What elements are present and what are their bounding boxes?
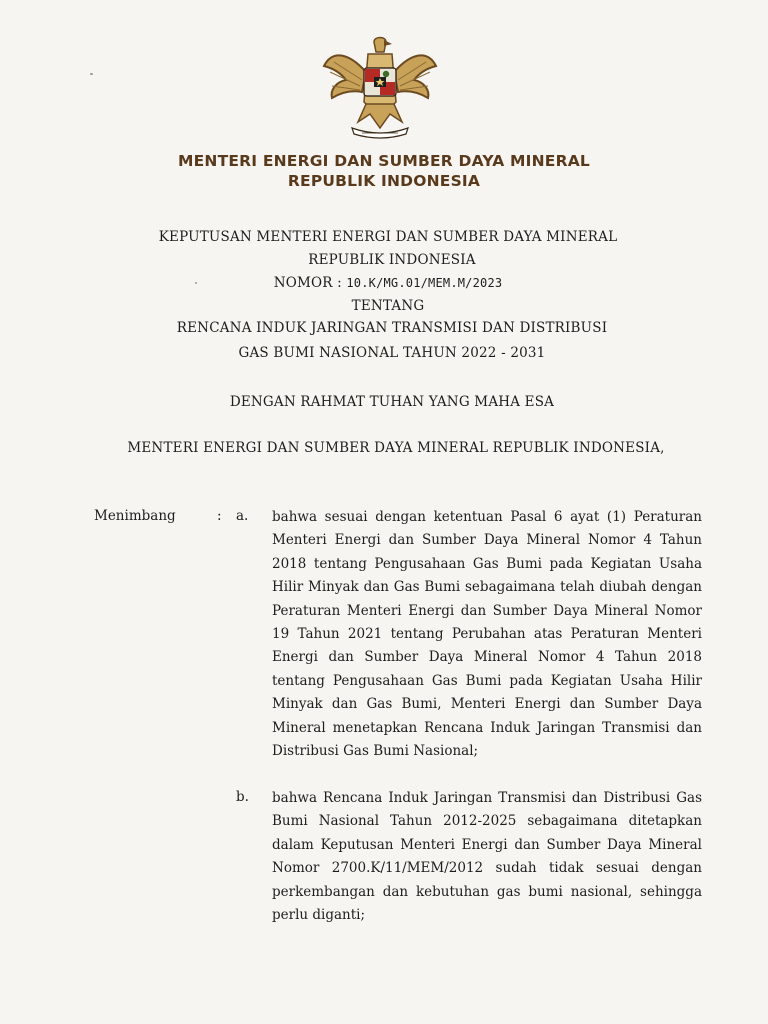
- decree-blessing: DENGAN RAHMAT TUHAN YANG MAHA ESA: [229, 394, 555, 410]
- consideration-a-text: bahwa sesuai dengan ketentuan Pasal 6 ayat (1) Peraturan Menteri Energi dan Sumber Daya Mineral Nomor 4 Tahun 2018 tentang Pengusahaan Gas Bumi pada Kegiatan Usaha Hilir Minyak dan Gas Bumi sebagaimana telah diubah dengan Peraturan Menteri Energi dan Sumber Daya Mineral Nomor 19 Tahun 2021 tentang Perubahan atas Peraturan Menteri Energi dan Sumber Daya Mineral Nomor 4 Tahun 2018 tentang Pengusahaan Gas Bumi pada Kegiatan Usaha Hilir Minyak dan Gas Bumi, Menteri Energi dan Sumber Daya Mineral menetapkan Rencana Induk Jaringan Transmisi dan Distribusi Gas Bumi Nasional;: [272, 509, 702, 760]
- decree-number-value: 10.K/MG.01/MEM.M/2023: [346, 276, 503, 290]
- garuda-emblem-icon: [318, 32, 442, 142]
- scan-speck: [90, 73, 93, 75]
- consideration-b-text: bahwa Rencana Induk Jaringan Transmisi dan Distribusi Gas Bumi Nasional Tahun 2012-2025 sebagaimana ditetapkan dalam Keputusan Menteri Energi dan Sumber Daya Mineral Nomor 2700.K/11/MEM/2012 sudah tidak sesuai dengan perkembangan dan kebutuhan gas bumi nasional, sehingga perlu diganti;: [272, 790, 702, 924]
- considerations-label: Menimbang: [94, 508, 176, 524]
- decree-country: REPUBLIK INDONESIA: [308, 252, 476, 268]
- decree-number-label: NOMOR :: [273, 275, 342, 291]
- decree-title: KEPUTUSAN MENTERI ENERGI DAN SUMBER DAYA MINERAL: [158, 229, 618, 245]
- decree-subject-line1: RENCANA INDUK JARINGAN TRANSMISI DAN DISTRIBUSI: [176, 320, 608, 336]
- ministry-country: REPUBLIK INDONESIA: [287, 172, 481, 190]
- decree-issuer: MENTERI ENERGI DAN SUMBER DAYA MINERAL REPUBLIK INDONESIA,: [127, 440, 665, 456]
- decree-number: [4, 275, 768, 291]
- consideration-a-letter: a.: [236, 508, 249, 524]
- consideration-b-letter: b.: [236, 789, 249, 805]
- considerations-colon: :: [217, 508, 222, 524]
- decree-about: TENTANG: [351, 298, 425, 314]
- decree-subject-line2: GAS BUMI NASIONAL TAHUN 2022 - 2031: [238, 345, 546, 361]
- ministry-title: MENTERI ENERGI DAN SUMBER DAYA MINERAL: [177, 152, 591, 170]
- scan-speck: [195, 282, 197, 284]
